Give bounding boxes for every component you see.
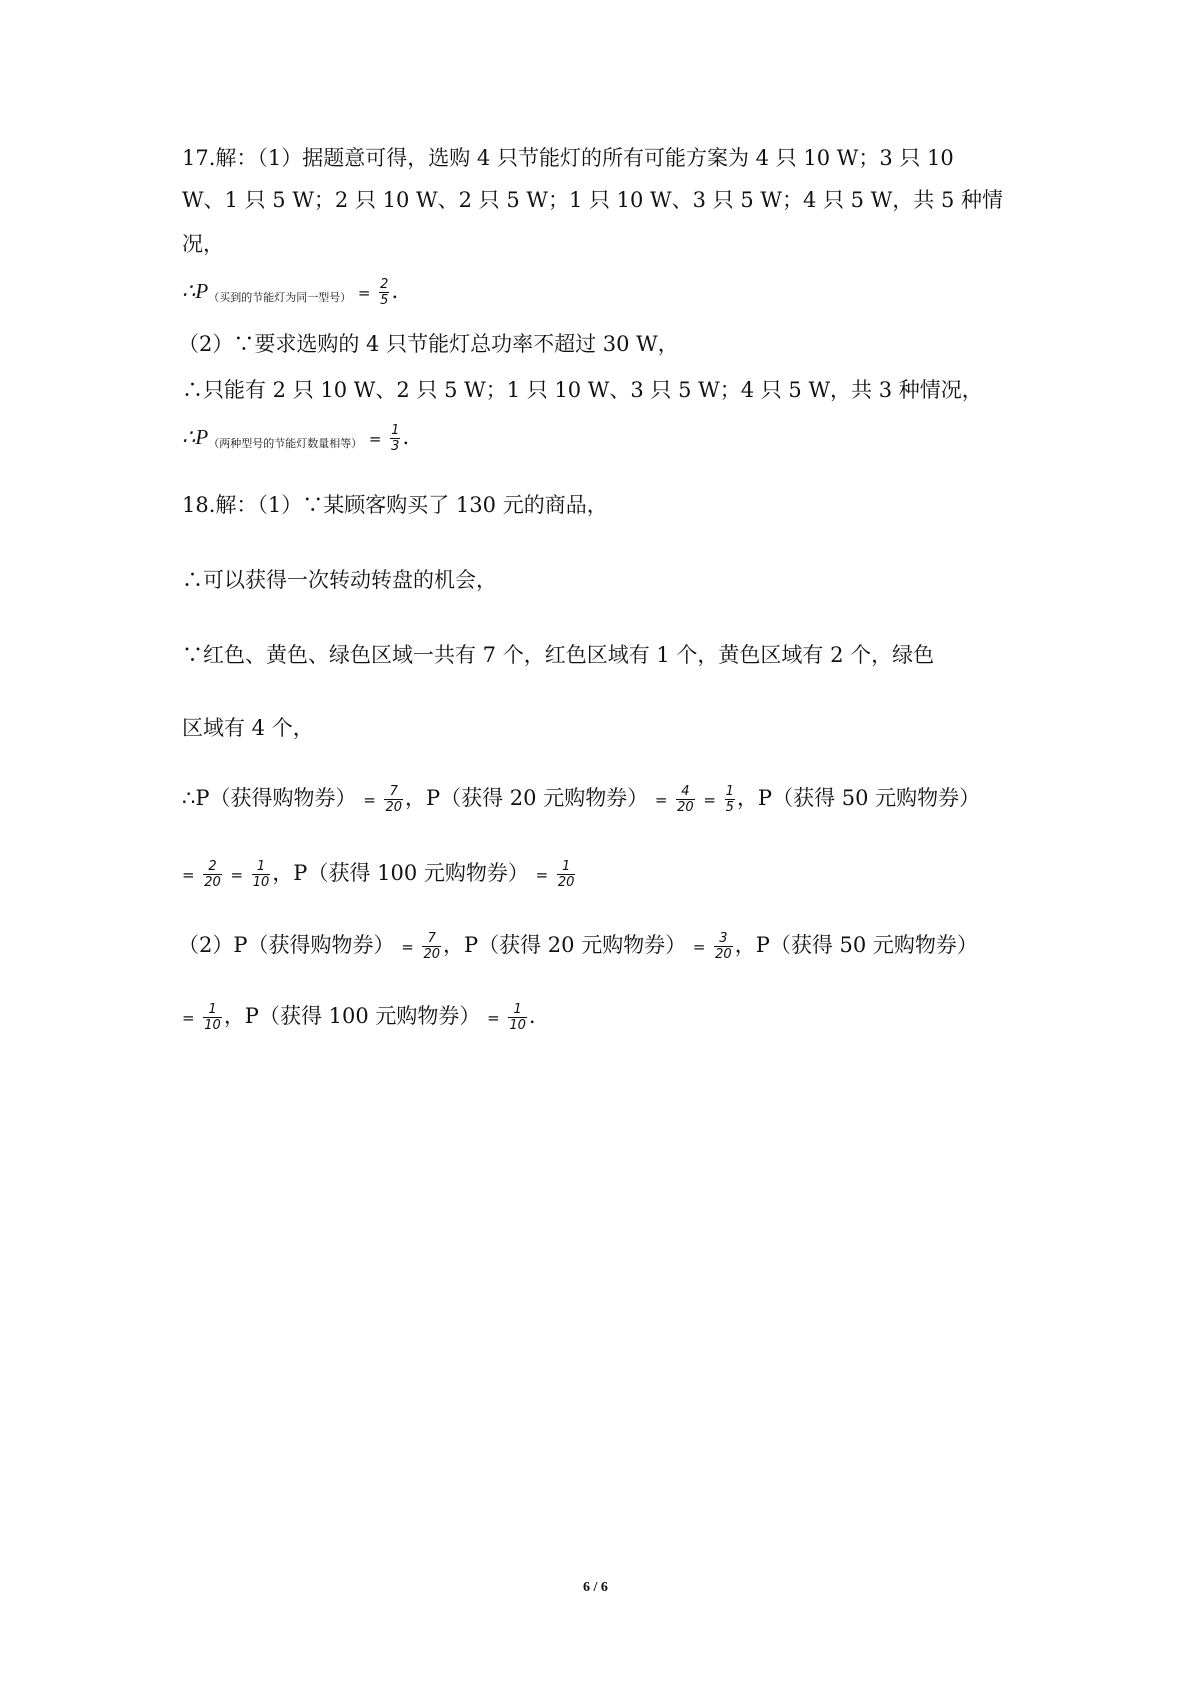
fraction: $\frac{1}{5}$ (725, 784, 734, 815)
eq-text: ，P（获得 20 元购物券） (405, 786, 649, 811)
fraction: $\frac{1}{20}$ (557, 859, 575, 890)
prob-subscript: （买到的节能灯为同一型号） (208, 291, 352, 305)
prob-subscript: （两种型号的节能灯数量相等） (208, 437, 363, 451)
prob-prefix: ∴P (182, 425, 209, 450)
fraction: $\frac{7}{20}$ (385, 784, 402, 815)
s18-line-2: ∴可以获得一次转动转盘的机会， (182, 568, 497, 592)
s17-line-3: 况， (182, 232, 224, 256)
fraction: $\frac{2}{20}$ (204, 859, 221, 890)
eq-text: ，P（获得 100 元购物券） (272, 861, 529, 886)
s17-prob-2: $\therefore P_{(两种型号的节能灯数量相等)}$ = $\frac{1}{3}$ . (182, 423, 410, 454)
s18-eq-1: ∴P（获得购物券） = $\frac{7}{20}$ ，P（获得 20 元购物券） = $\frac{4}{20}$ = $\frac{1}{5}$ ，P（获得 50 元购物券） (182, 784, 981, 815)
fraction: $\frac{1}{10}$ (204, 1002, 221, 1033)
eq-text: ∴P（获得购物券） (182, 786, 357, 811)
eq-text: ，P（获得 100 元购物券） (223, 1004, 481, 1029)
fraction: $\frac{2}{5}$ (380, 277, 389, 308)
fraction: $\frac{3}{20}$ (715, 931, 732, 962)
s17-prob-1: $\therefore P_{(买到的节能灯为同一型号)}$ = $\frac{2}{5}$ . (182, 277, 399, 308)
prob-prefix: ∴P (182, 279, 209, 304)
s18-line-1: 18.解：（1）∵某顾客购买了 130 元的商品， (182, 493, 608, 517)
s18-eq-4: = $\frac{1}{10}$ ，P（获得 100 元购物券） = $\frac{1}{10}$ . (182, 1002, 536, 1033)
s17-line-1: 17.解：（1）据题意可得，选购 4 只节能灯的所有可能方案为 4 只 10 W；3 只 10 (182, 146, 954, 170)
fraction: $\frac{1}{10}$ (509, 1002, 526, 1033)
eq-text: ，P（获得 20 元购物券） (443, 933, 687, 958)
s18-eq-2: = $\frac{2}{20}$ = $\frac{1}{10}$ ，P（获得 100 元购物券） = $\frac{1}{20}$ (182, 859, 575, 890)
s17-line-6: ∴只能有 2 只 10 W、2 只 5 W；1 只 10 W、3 只 5 W；4 只 5 W，共 3 种情况， (182, 378, 983, 402)
eq-text: （2）P（获得购物券） (178, 933, 395, 958)
s17-line-5: （2）∵要求选购的 4 只节能灯总功率不超过 30 W， (178, 332, 679, 356)
fraction: $\frac{4}{20}$ (677, 784, 694, 815)
s17-line-2: W、1 只 5 W；2 只 10 W、2 只 5 W；1 只 10 W、3 只 5 W；4 只 5 W，共 5 种情 (182, 188, 1004, 212)
fraction: $\frac{1}{10}$ (252, 859, 270, 890)
page-number: 6 / 6 (583, 1580, 608, 1595)
s18-line-4: 区域有 4 个， (182, 716, 314, 740)
s18-line-3: ∵红色、黄色、绿色区域一共有 7 个，红色区域有 1 个，黄色区域有 2 个，绿色 (182, 643, 935, 667)
fraction: $\frac{7}{20}$ (423, 931, 440, 962)
fraction: $\frac{1}{3}$ (391, 423, 400, 454)
s18-eq-3: （2）P（获得购物券） = $\frac{7}{20}$ ，P（获得 20 元购物券） = $\frac{3}{20}$ ，P（获得 50 元购物券） (178, 931, 978, 962)
eq-text: ，P（获得 50 元购物券） (736, 786, 981, 811)
eq-text: ，P（获得 50 元购物券） (734, 933, 978, 958)
